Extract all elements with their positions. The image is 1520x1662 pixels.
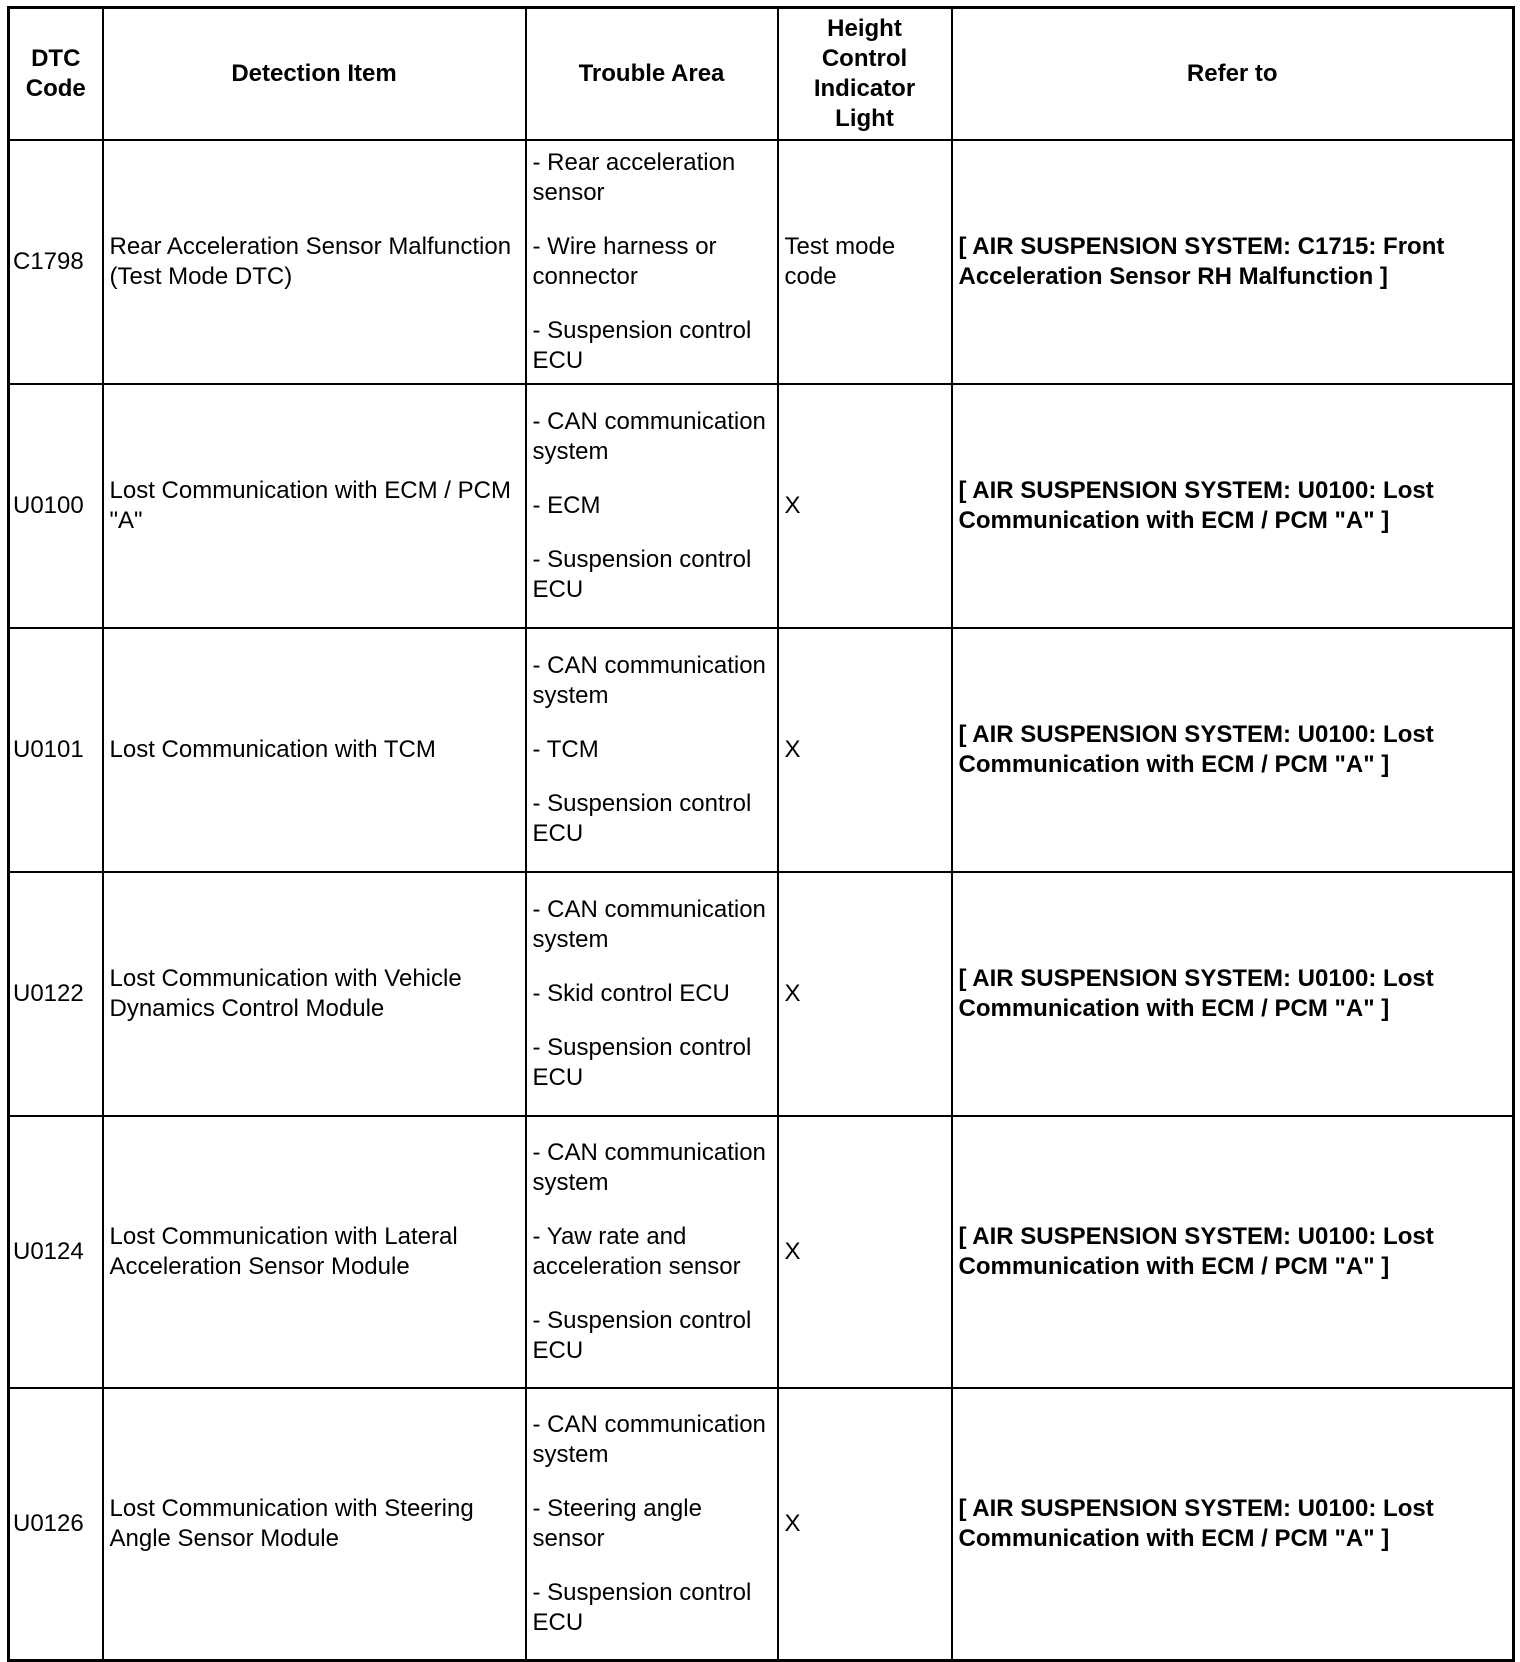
trouble-area-item: - Wire harness or connector xyxy=(532,233,717,290)
trouble-area-item: - CAN communication system xyxy=(532,652,766,709)
header-dtc-code: DTC Code xyxy=(9,8,103,141)
detection-item-cell: Lost Communication with Lateral Acceleration Sensor Module xyxy=(103,1116,526,1388)
header-indicator-light: Height Control Indicator Light xyxy=(778,8,952,141)
dtc-code-cell: C1798 xyxy=(9,140,103,384)
indicator-light-cell: X xyxy=(778,628,952,872)
trouble-area-item: - Suspension control ECU xyxy=(532,1579,752,1636)
table-row xyxy=(9,140,1514,384)
refer-to-link[interactable]: [ AIR SUSPENSION SYSTEM: C1715: Front Acceleration Sensor RH Malfunction ] xyxy=(952,140,1514,384)
trouble-area-cell xyxy=(526,384,778,628)
trouble-area-item: - CAN communication system xyxy=(532,896,766,953)
dtc-code-cell: U0100 xyxy=(9,384,103,628)
trouble-area-item: - Suspension control ECU xyxy=(532,1307,752,1364)
indicator-light-cell: X xyxy=(778,384,952,628)
dtc-code-cell: U0101 xyxy=(9,628,103,872)
trouble-area-cell xyxy=(526,1388,778,1661)
dtc-code-cell: U0124 xyxy=(9,1116,103,1388)
table-row xyxy=(9,384,1514,628)
detection-item-cell: Lost Communication with Vehicle Dynamics Control Module xyxy=(103,872,526,1116)
indicator-light-cell: X xyxy=(778,1116,952,1388)
table-row xyxy=(9,1116,1514,1388)
indicator-light-cell: X xyxy=(778,1388,952,1661)
refer-to-link[interactable]: [ AIR SUSPENSION SYSTEM: U0100: Lost Communication with ECM / PCM "A" ] xyxy=(952,872,1514,1116)
trouble-area-item: - Suspension control ECU xyxy=(532,546,752,603)
refer-to-link[interactable]: [ AIR SUSPENSION SYSTEM: U0100: Lost Communication with ECM / PCM "A" ] xyxy=(952,628,1514,872)
refer-to-link[interactable]: [ AIR SUSPENSION SYSTEM: U0100: Lost Communication with ECM / PCM "A" ] xyxy=(952,1116,1514,1388)
trouble-area-item: - Suspension control ECU xyxy=(532,790,752,847)
trouble-area-item: - Skid control ECU xyxy=(532,980,730,1007)
detection-item-cell: Lost Communication with TCM xyxy=(103,628,526,872)
trouble-area-item: - ECM xyxy=(532,492,601,519)
trouble-area-cell xyxy=(526,872,778,1116)
dtc-code-cell: U0126 xyxy=(9,1388,103,1661)
trouble-area-item: - CAN communication system xyxy=(532,1139,766,1196)
dtc-code-cell: U0122 xyxy=(9,872,103,1116)
header-row xyxy=(9,8,1514,141)
refer-to-link[interactable]: [ AIR SUSPENSION SYSTEM: U0100: Lost Communication with ECM / PCM "A" ] xyxy=(952,384,1514,628)
table-row xyxy=(9,872,1514,1116)
refer-to-link[interactable]: [ AIR SUSPENSION SYSTEM: U0100: Lost Communication with ECM / PCM "A" ] xyxy=(952,1388,1514,1661)
trouble-area-item: - CAN communication system xyxy=(532,408,766,465)
trouble-area-item: - Steering angle sensor xyxy=(532,1495,702,1552)
trouble-area-cell xyxy=(526,628,778,872)
trouble-area-cell xyxy=(526,1116,778,1388)
trouble-area-item: - CAN communication system xyxy=(532,1411,766,1468)
header-trouble-area: Trouble Area xyxy=(526,8,778,141)
trouble-area-cell xyxy=(526,140,778,384)
table-row xyxy=(9,628,1514,872)
trouble-area-item: - Suspension control ECU xyxy=(532,317,752,374)
indicator-light-cell: Test mode code xyxy=(778,140,952,384)
detection-item-cell: Lost Communication with Steering Angle Sensor Module xyxy=(103,1388,526,1661)
trouble-area-item: - Suspension control ECU xyxy=(532,1034,752,1091)
header-refer-to: Refer to xyxy=(952,8,1514,141)
detection-item-cell: Rear Acceleration Sensor Malfunction (Test Mode DTC) xyxy=(103,140,526,384)
detection-item-cell: Lost Communication with ECM / PCM "A" xyxy=(103,384,526,628)
header-detection-item: Detection Item xyxy=(103,8,526,141)
indicator-light-cell: X xyxy=(778,872,952,1116)
dtc-table xyxy=(7,6,1515,1662)
trouble-area-item: - TCM xyxy=(532,736,599,763)
table-row xyxy=(9,1388,1514,1661)
trouble-area-item: - Yaw rate and acceleration sensor xyxy=(532,1223,741,1280)
trouble-area-item: - Rear acceleration sensor xyxy=(532,149,736,206)
